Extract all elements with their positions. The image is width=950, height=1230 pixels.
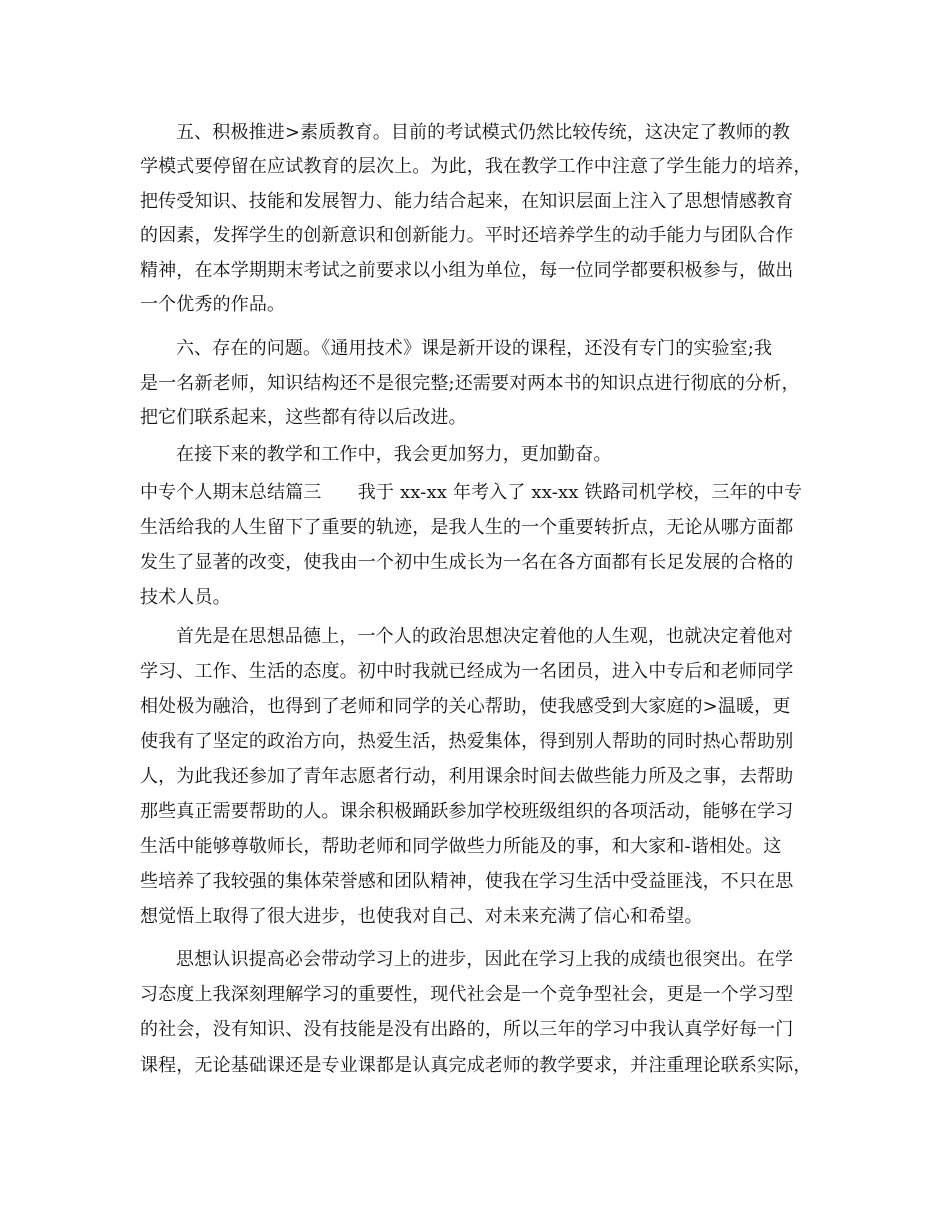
paragraph-line: 六、存在的问题。《通用技术》课是新开设的课程，还没有专门的实验室;我 <box>176 338 773 359</box>
paragraph-line: 的因素，发挥学生的创新意识和创新能力。平时还培养学生的动手能力与团队合作 <box>140 225 794 246</box>
paragraph-line: 学习、工作、生活的态度。初中时我就已经成为一名团员，进入中专后和老师同学 <box>140 661 794 682</box>
paragraph-line: 一个优秀的作品。 <box>140 294 286 315</box>
paragraph-line: 发生了显著的改变，使我由一个初中生成长为一名在各方面都有长足发展的合格的 <box>140 552 794 573</box>
paragraph-line: 是一名新老师，知识结构还不是很完整;还需要对两本书的知识点进行彻底的分析， <box>140 373 800 394</box>
paragraph-line: 精神，在本学期期末考试之前要求以小组为单位，每一位同学都要积极参与，做出 <box>140 260 794 281</box>
paragraph-line: 那些真正需要帮助的人。课余积极踊跃参加学校班级组织的各项活动，能够在学习 <box>140 801 794 822</box>
paragraph-line: 习态度上我深刻理解学习的重要性，现代社会是一个竞争型社会，更是一个学习型 <box>140 984 794 1005</box>
paragraph-line: 生活给我的人生留下了重要的轨迹，是我人生的一个重要转折点，无论从哪方面都 <box>140 517 794 538</box>
paragraph-line: 人，为此我还参加了青年志愿者行动，利用课余时间去做些能力所及之事，去帮助 <box>140 766 794 787</box>
paragraph-line: 课程，无论基础课还是专业课都是认真完成老师的教学要求，并注重理论联系实际， <box>140 1055 812 1076</box>
paragraph-line: 相处极为融洽，也得到了老师和同学的关心帮助，使我感受到大家庭的>温暖，更 <box>140 696 791 717</box>
paragraph-line: 使我有了坚定的政治方向，热爱生活，热爱集体，得到别人帮助的同时热心帮助别 <box>140 731 794 752</box>
section-heading-line: 中专个人期末总结篇三 我于 xx-xx 年考入了 xx-xx 铁路司机学校，三年的中专 <box>140 482 803 503</box>
paragraph-line: 学模式要停留在应试教育的层次上。为此，我在教学工作中注意了学生能力的培养， <box>140 156 812 177</box>
paragraph-line: 在接下来的教学和工作中，我会更加努力，更加勤奋。 <box>176 444 612 465</box>
paragraph-line: 把传受知识、技能和发展智力、能力结合起来，在知识层面上注入了思想情感教育 <box>140 191 794 212</box>
paragraph-line: 生活中能够尊敬师长，帮助老师和同学做些力所能及的事，和大家和-谐相处。这 <box>140 836 782 857</box>
paragraph-line: 首先是在思想品德上，一个人的政治思想决定着他的人生观，也就决定着他对 <box>176 626 794 647</box>
paragraph-line: 思想认识提高必会带动学习上的进步，因此在学习上我的成绩也很突出。在学 <box>176 949 794 970</box>
paragraph-line: 想觉悟上取得了很大进步，也使我对自己、对未来充满了信心和希望。 <box>140 906 703 927</box>
paragraph-line: 技术人员。 <box>140 587 231 608</box>
paragraph-line: 些培养了我较强的集体荣誉感和团队精神，使我在学习生活中受益匪浅，不只在思 <box>140 871 794 892</box>
paragraph-line: 的社会，没有知识、没有技能是没有出路的，所以三年的学习中我认真学好每一门 <box>140 1019 794 1040</box>
paragraph-line: 五、积极推进>素质教育。目前的考试模式仍然比较传统，这决定了教师的教 <box>176 122 791 143</box>
paragraph-line: 把它们联系起来，这些都有待以后改进。 <box>140 407 467 428</box>
